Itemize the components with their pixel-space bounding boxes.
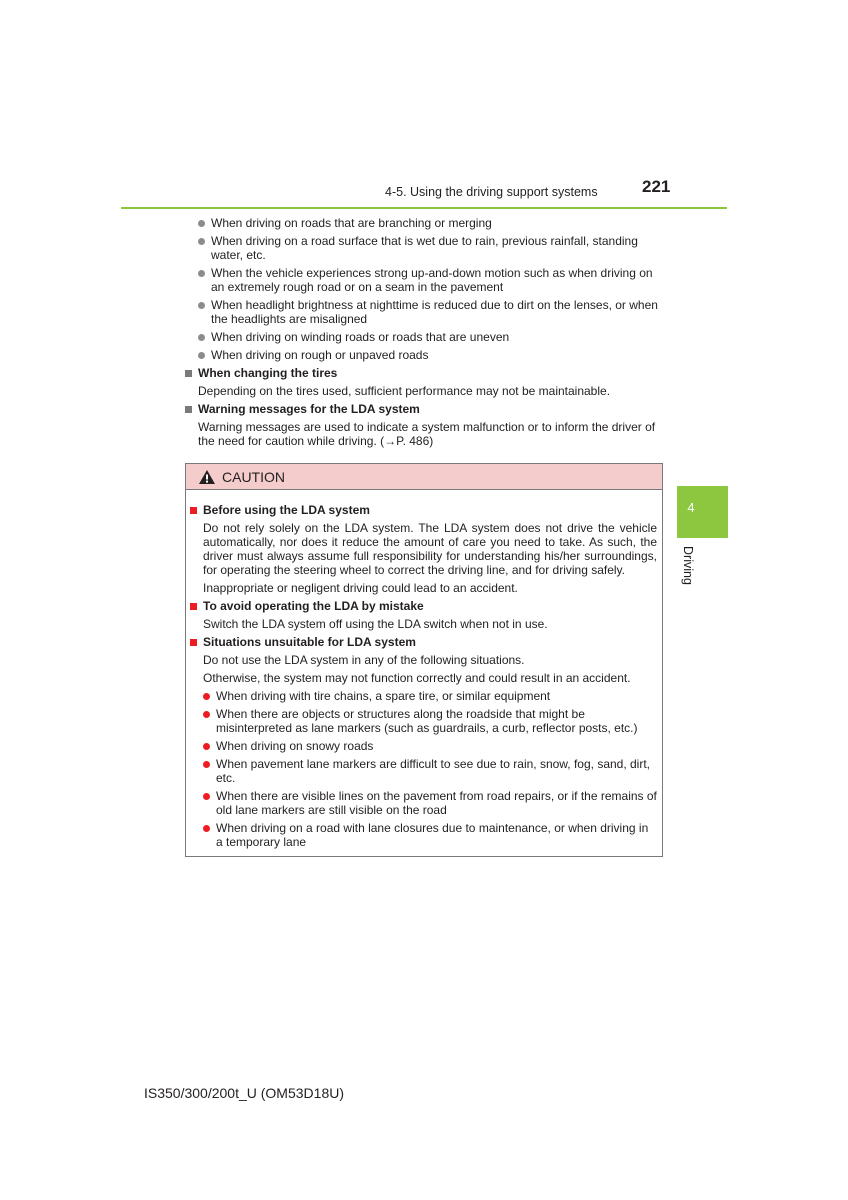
list-item: When driving with tire chains, a spare tire, or similar equipment [203, 689, 657, 703]
list-item: When the vehicle experiences strong up-and-down motion such as when driving on an extremely rough road or on a seam in the pavement [198, 266, 665, 294]
caution-paragraph: Do not use the LDA system in any of the following situations. [203, 653, 525, 667]
section-heading: When changing the tires [185, 366, 665, 380]
bullet-dot-icon [198, 238, 205, 245]
bullet-dot-icon [198, 270, 205, 277]
bullet-dot-icon [203, 825, 210, 832]
bullet-dot-icon [203, 693, 210, 700]
bullet-dot-icon [203, 761, 210, 768]
header-rule [121, 207, 727, 209]
square-bullet-icon [190, 603, 197, 610]
condition-bullet-list [185, 216, 665, 362]
bullet-dot-icon [198, 302, 205, 309]
running-header-section: 4-5. Using the driving support systems [385, 185, 598, 199]
main-content [185, 216, 665, 452]
caution-section-heading: Situations unsuitable for LDA system [190, 635, 657, 649]
caution-box [185, 463, 663, 857]
square-bullet-icon [185, 406, 192, 413]
bullet-dot-icon [203, 743, 210, 750]
caution-section-heading: To avoid operating the LDA by mistake [190, 599, 657, 613]
list-item: When driving on winding roads or roads that are uneven [198, 330, 665, 344]
section-text: Depending on the tires used, sufficient performance may not be maintainable. [198, 384, 611, 398]
bullet-dot-icon [203, 793, 210, 800]
list-item: When pavement lane markers are difficult to see due to rain, snow, fog, sand, dirt, etc. [203, 757, 657, 785]
caution-section-heading: Before using the LDA system [190, 503, 657, 517]
square-bullet-icon [185, 370, 192, 377]
section-heading: Warning messages for the LDA system [185, 402, 665, 416]
list-item: When driving on a road surface that is wet due to rain, previous rainfall, standing water, etc. [198, 234, 665, 262]
warning-triangle-icon [198, 469, 216, 485]
caution-paragraph: Otherwise, the system may not function correctly and could result in an accident. [203, 671, 631, 685]
square-bullet-icon [190, 507, 197, 514]
list-item: When driving on roads that are branching or merging [198, 216, 665, 230]
list-item: When driving on snowy roads [203, 739, 657, 753]
chapter-label-text: Driving [681, 546, 695, 585]
bullet-dot-icon [198, 352, 205, 359]
caution-header [186, 464, 662, 490]
chapter-tab [677, 486, 728, 538]
bullet-dot-icon [203, 711, 210, 718]
list-item: When driving on rough or unpaved roads [198, 348, 665, 362]
footer-model-code: IS350/300/200t_U (OM53D18U) [144, 1085, 344, 1101]
page-number: 221 [642, 177, 671, 196]
bullet-dot-icon [198, 334, 205, 341]
bullet-dot-icon [198, 220, 205, 227]
list-item: When driving on a road with lane closures due to maintenance, or when driving in a temporary lane [203, 821, 657, 849]
caution-paragraph: Do not rely solely on the LDA system. The LDA system does not drive the vehicle automatically, nor does it reduce the amount of care you need to take. As such, the driver must always assume full responsibility for understanding his/her surroundings, for operating the steering wheel to correct the driving line, and for driving safely. [203, 521, 657, 577]
caution-body [186, 490, 662, 849]
list-item: When there are objects or structures along the roadside that might be misinterpreted as lane markers (such as guardrails, a curb, reflector posts, etc.) [203, 707, 657, 735]
caution-title: CAUTION [222, 468, 285, 485]
caution-paragraph: Switch the LDA system off using the LDA switch when not in use. [203, 617, 548, 631]
square-bullet-icon [190, 639, 197, 646]
section-text: Warning messages are used to indicate a system malfunction or to inform the driver of the need for caution while driving. (→P. 486) [198, 420, 656, 448]
caution-paragraph: Inappropriate or negligent driving could lead to an accident. [203, 581, 518, 595]
list-item: When headlight brightness at nighttime is reduced due to dirt on the lenses, or when the headlights are misaligned [198, 298, 665, 326]
chapter-label [681, 546, 695, 590]
caution-bullet-list [190, 689, 657, 849]
list-item: When there are visible lines on the pavement from road repairs, or if the remains of old lane markers are still visible on the road [203, 789, 657, 817]
chapter-number: 4 [687, 500, 695, 515]
